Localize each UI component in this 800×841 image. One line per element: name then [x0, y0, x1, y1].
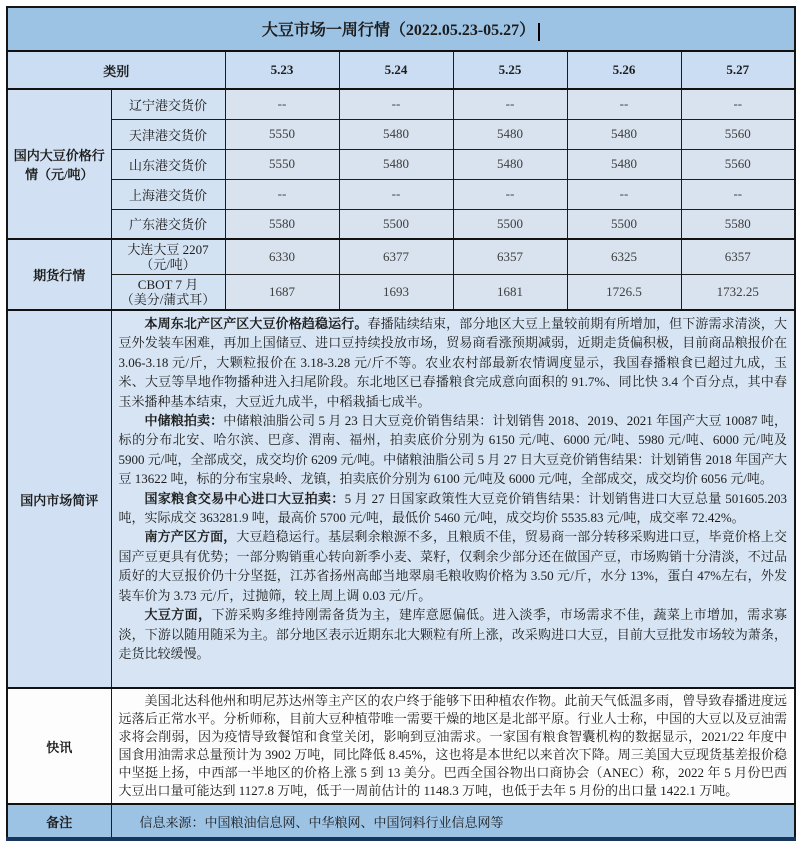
- price-cell: 5480: [567, 149, 681, 179]
- paragraph-lead: 南方产区方面，: [144, 529, 237, 545]
- price-cell: 5480: [339, 119, 453, 149]
- price-cell: 5550: [225, 149, 339, 179]
- price-cell: 5480: [453, 119, 567, 149]
- paragraph-lead: 大豆方面，: [144, 607, 212, 623]
- price-cell: 6357: [681, 239, 795, 275]
- column-header-date-1: 5.23: [225, 51, 339, 89]
- paragraph-text: 5 月 27 日国家政策性大豆竞价销售结果：计划销售进口大豆总量 501605.203 吨，实际成交 363281.9 吨，最高价 5700 元/吨，最低价 5460 元/吨，成交均价 5535.83 元/吨，成交率 72.42%。: [118, 490, 788, 526]
- price-cell: 5500: [567, 209, 681, 239]
- commentary-paragraph: [119, 489, 788, 528]
- news-row: [7, 688, 795, 804]
- futures-contract-unit: （元/吨）: [140, 257, 196, 272]
- price-cell: 6377: [339, 239, 453, 275]
- futures-contract-label: [111, 275, 225, 311]
- table-row-shanghai: [7, 179, 795, 209]
- price-cell: 5550: [225, 119, 339, 149]
- commentary-paragraph: [119, 411, 788, 489]
- commentary-text: [111, 310, 795, 688]
- text-cursor: [538, 23, 540, 41]
- table-row-tianjin: [7, 119, 795, 149]
- price-cell: --: [225, 89, 339, 119]
- price-cell: 5560: [681, 119, 795, 149]
- paragraph-lead: 国家粮食交易中心进口大豆拍卖：: [144, 490, 345, 506]
- futures-contract-unit: （美分/蒲式耳）: [120, 292, 216, 307]
- price-cell: 1693: [339, 275, 453, 311]
- column-header-date-2: 5.24: [339, 51, 453, 89]
- column-header-date-4: 5.26: [567, 51, 681, 89]
- price-cell: 5500: [453, 209, 567, 239]
- price-cell: --: [567, 89, 681, 119]
- price-cell: 1726.5: [567, 275, 681, 311]
- price-cell: --: [339, 89, 453, 119]
- paragraph-text: 大豆趋稳运行。基层剩余粮源不多，且粮质不佳，贸易商一部分转移采购进口豆，毕竟价格上交国产豆更具有优势；一部分购销重心转向新季小麦、菜籽，仅剩余少部分还在做国产豆，市场购销十分清淡，不过品质好的大豆报价仍十分坚挺，江苏省扬州高邮当地翠扇毛粮收购价格为 3.50 元/斤，水分 13%，蛋白 47%左右，外发装车价为 3.73 元/斤，过抛筛，较上周上调 0.03 元/斤。: [118, 529, 788, 603]
- price-cell: --: [681, 89, 795, 119]
- port-label: 山东港交货价: [111, 149, 225, 179]
- header-row: [7, 51, 795, 89]
- section-label-commentary: 国内市场简评: [7, 310, 111, 688]
- price-cell: 1687: [225, 275, 339, 311]
- column-header-date-5: 5.27: [681, 51, 795, 89]
- notes-row: [7, 804, 795, 839]
- table-row-cbot-july: [7, 275, 795, 311]
- table-row-dalian-2207: [7, 239, 795, 275]
- paragraph-text: 中储粮油脂公司 5 月 23 日大豆竞价销售结果：计划销售 2018、2019、2021 年国产大豆 10087 吨，标的分布北安、哈尔滨、巴彦、渭南、福州，拍卖底价分别为 6150 元/吨、6000 元/吨、5980 元/吨、6000 元/吨及 5900 元/吨，全部成交，成交均价 6209 元/吨。中储粮油脂公司 5 月 27 日大豆竞价销售结果：计划销售 2018 年国产大豆 13622 吨，标的分布宝泉岭、龙镇，拍卖底价分别为 6100 元/吨及 6000 元/吨，全部成交，成交均价 6056 元/吨。: [118, 413, 788, 487]
- price-cell: --: [339, 179, 453, 209]
- price-cell: 1732.25: [681, 275, 795, 311]
- commentary-row: [7, 310, 795, 688]
- commentary-paragraph: [119, 527, 788, 605]
- section-label-news: 快讯: [7, 688, 111, 804]
- paragraph-lead: 中储粮拍卖：: [144, 413, 224, 429]
- column-header-category: 类别: [7, 51, 225, 89]
- port-label: 广东港交货价: [111, 209, 225, 239]
- price-cell: 5580: [225, 209, 339, 239]
- title-row: [7, 7, 795, 51]
- notes-source-text: 信息来源：中国粮油信息网、中华粮网、中国饲料行业信息网等: [111, 804, 795, 839]
- futures-contract-name: CBOT 7 月: [137, 277, 199, 292]
- port-label: 天津港交货价: [111, 119, 225, 149]
- price-cell: 6330: [225, 239, 339, 275]
- futures-contract-name: 大连大豆 2207: [127, 242, 209, 257]
- paragraph-text: 下游采购多维持刚需备货为主，建库意愿偏低。进入淡季，市场需求不佳，蔬菜上市增加，需求寡淡，下游以随用随采为主。部分地区表示近期东北大颗粒有所上涨，改采购进口大豆，目前大豆批发市场较为萧条，走货比较缓慢。: [118, 607, 788, 661]
- section-label-futures: 期货行情: [7, 239, 111, 310]
- price-cell: 5500: [339, 209, 453, 239]
- news-text: [111, 688, 795, 804]
- page-title-text: 大豆市场一周行情（2022.05.23-05.27）: [261, 22, 536, 40]
- price-cell: 5480: [339, 149, 453, 179]
- table-row-liaoning: [7, 89, 795, 119]
- price-cell: 6357: [453, 239, 567, 275]
- price-cell: 6325: [567, 239, 681, 275]
- table-row-shandong: [7, 149, 795, 179]
- table-row-guangdong: [7, 209, 795, 239]
- price-cell: 1681: [453, 275, 567, 311]
- paragraph-text: 春播陆续结束，部分地区大豆上量较前期有所增加，但下游需求清淡，大豆外发装车困难，再加上国储豆、进口豆持续投放市场，贸易商看涨预期减弱，近期走货偏积极，目前商品粮报价在 3.06-3.18 元/斤，大颗粒报价在 3.18-3.28 元/斤不等。农业农村部最新农情调度显示，我国春播粮食已超过九成，玉米、大豆等旱地作物播种进入扫尾阶段。东北地区已春播粮食完成意向面积的 91.7%、同比快 3.4 个百分点，其中春玉米播种基本结束，大豆近九成半，中稻栽插七成半。: [118, 316, 788, 409]
- section-label-domestic-prices: 国内大豆价格行情（元/吨）: [7, 89, 111, 239]
- price-cell: 5480: [453, 149, 567, 179]
- futures-contract-label: [111, 239, 225, 275]
- price-cell: --: [567, 179, 681, 209]
- column-header-date-3: 5.25: [453, 51, 567, 89]
- report-table: [6, 6, 796, 841]
- price-cell: 5480: [567, 119, 681, 149]
- weekly-soybean-report: [6, 6, 794, 841]
- section-label-notes: 备注: [7, 804, 111, 839]
- price-cell: --: [453, 179, 567, 209]
- price-cell: 5580: [681, 209, 795, 239]
- commentary-paragraph: [119, 605, 788, 663]
- paragraph-lead: 本周东北产区产区大豆价格趋稳运行。: [144, 316, 368, 331]
- commentary-paragraph: [119, 314, 788, 411]
- price-cell: --: [453, 89, 567, 119]
- price-cell: --: [225, 179, 339, 209]
- news-paragraph: 美国北达科他州和明尼苏达州等主产区的农户终于能够下田种植农作物。此前天气低温多雨，曾导致春播进度远远落后正常水平。分析师称，目前大豆种植带唯一需要干燥的地区是北部平原。行业人士称，中国的大豆以及豆油需求将会削弱，因为疫情导致餐馆和食堂关闭，影响到豆油需求。一家国有粮食智囊机构的数据显示，2021/22 年度中国食用油需求总量预计为 3902 万吨，同比降低 8.45%，这也将是本世纪以来首次下降。周三美国大豆现货基差报价稳中坚挺上扬，中西部一半地区的价格上涨 5 到 13 美分。巴西全国谷物出口商协会（ANEC）称，2022 年 5 月份巴西大豆出口量可能达到 1127.8 万吨，低于一周前估计的 1148.3 万吨，也低于去年 5 月份的出口量 1422.1 万吨。: [118, 693, 788, 798]
- port-label: 上海港交货价: [111, 179, 225, 209]
- page-title[interactable]: [7, 7, 795, 51]
- price-cell: --: [681, 179, 795, 209]
- price-cell: 5560: [681, 149, 795, 179]
- port-label: 辽宁港交货价: [111, 89, 225, 119]
